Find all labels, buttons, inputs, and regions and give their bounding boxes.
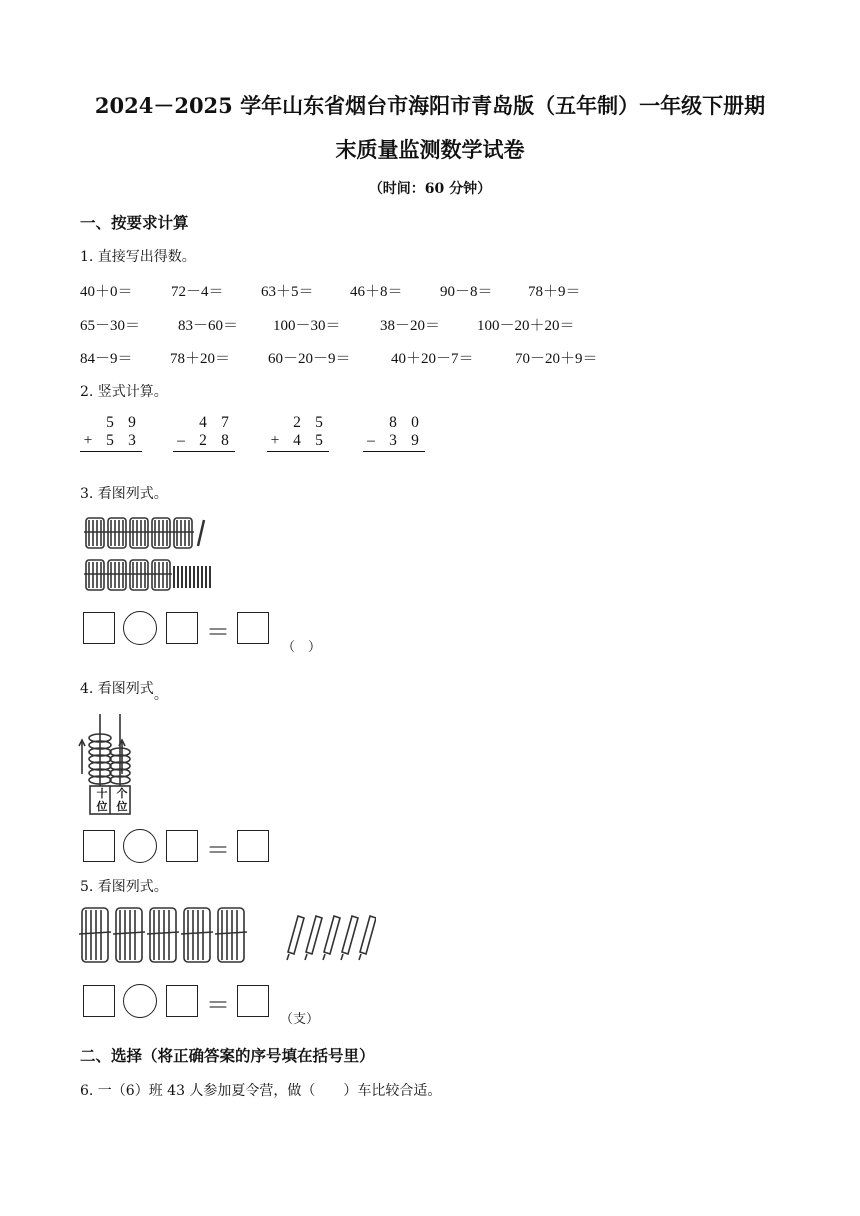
equals-sign: ＝	[206, 992, 230, 1019]
bundle-icon	[128, 560, 150, 590]
q3-label: 3. 看图列式。	[80, 486, 168, 502]
vertical-problem: 4 7 – 2 8	[173, 414, 235, 452]
bundle-icon	[150, 560, 172, 590]
bundle-icon	[106, 560, 128, 590]
section-heading-choice: 二、选择（将正确答案的序号填在括号里）	[80, 1046, 375, 1065]
pencil-icon	[359, 916, 376, 960]
calc-item: 100－30＝	[273, 318, 341, 334]
answer-box[interactable]	[83, 985, 115, 1017]
bundle-icon	[84, 560, 106, 590]
equals-sign: ＝	[206, 837, 230, 864]
bundle-icon	[106, 518, 128, 548]
time-limit: （时间：60 分钟）	[368, 181, 492, 197]
q2-label: 2. 竖式计算。	[80, 384, 168, 400]
loose-sticks-icon	[174, 566, 210, 588]
tens-place-label: 十位	[96, 787, 108, 813]
answer-box[interactable]	[166, 612, 198, 644]
calc-item: 60－20－9＝	[268, 351, 351, 367]
bundle-icon	[113, 908, 145, 962]
section-heading-calc: 一、按要求计算	[80, 213, 189, 232]
calc-item: 90－8＝	[440, 284, 493, 300]
abacus-illustration	[76, 712, 148, 816]
bundle-icon	[128, 518, 150, 548]
calc-item: 78＋20＝	[170, 351, 231, 367]
bundle-icon	[147, 908, 179, 962]
single-stick-icon	[198, 520, 204, 546]
calc-item: 70－20＋9＝	[515, 351, 598, 367]
bundle-icon	[79, 908, 111, 962]
bundle-icon	[150, 518, 172, 548]
answer-box[interactable]	[83, 830, 115, 862]
calc-item: 72－4＝	[171, 284, 224, 300]
calc-item: 100－20＋20＝	[477, 318, 575, 334]
bundle-icon	[181, 908, 213, 962]
calc-item: 78＋9＝	[528, 284, 581, 300]
operator-circle[interactable]	[123, 611, 157, 645]
pencil-icon	[323, 916, 340, 960]
vertical-problem: 8 0 – 3 9	[363, 414, 425, 452]
pencil-icon	[341, 916, 358, 960]
unit-label: （支）	[280, 1012, 320, 1027]
bundles-and-pencils-illustration	[76, 902, 376, 972]
answer-box[interactable]	[166, 985, 198, 1017]
answer-box[interactable]	[237, 830, 269, 862]
page-title-line2: 末质量监测数学试卷	[335, 137, 525, 162]
bundle-icon	[84, 518, 106, 548]
q6-text: 6. 一（6）班 43 人参加夏令营，做（ ）车比较合适。	[80, 1083, 442, 1099]
calc-item: 46＋8＝	[350, 284, 403, 300]
answer-box[interactable]	[83, 612, 115, 644]
pencil-icon	[287, 916, 304, 960]
operator-circle[interactable]	[123, 984, 157, 1018]
answer-box[interactable]	[237, 612, 269, 644]
calc-item: 83－60＝	[178, 318, 239, 334]
q1-label: 1. 直接写出得数。	[80, 249, 196, 265]
pencil-icon	[305, 916, 322, 960]
unit-parentheses: （ ）	[282, 640, 322, 655]
answer-box[interactable]	[166, 830, 198, 862]
vertical-problem: 5 9 + 5 3	[80, 414, 142, 452]
calc-item: 38－20＝	[380, 318, 441, 334]
equals-sign: ＝	[206, 619, 230, 646]
ones-place-label: 个位	[116, 787, 128, 813]
calc-item: 40＋0＝	[80, 284, 133, 300]
calc-item: 40＋20－7＝	[391, 351, 474, 367]
calc-item: 84－9＝	[80, 351, 133, 367]
bundle-icon	[172, 518, 194, 548]
answer-box[interactable]	[237, 985, 269, 1017]
operator-circle[interactable]	[123, 829, 157, 863]
q5-label: 5. 看图列式。	[80, 879, 168, 895]
bundle-icon	[215, 908, 247, 962]
page-title: 2024－2025 学年山东省烟台市海阳市青岛版（五年制）一年级下册期	[94, 93, 766, 118]
calc-item: 63＋5＝	[261, 284, 314, 300]
q4-label: 4. 看图列式。	[80, 681, 168, 703]
vertical-problem: 2 5 + 4 5	[267, 414, 329, 452]
calc-item: 65－30＝	[80, 318, 141, 334]
sticks-bundles-illustration	[78, 510, 226, 596]
